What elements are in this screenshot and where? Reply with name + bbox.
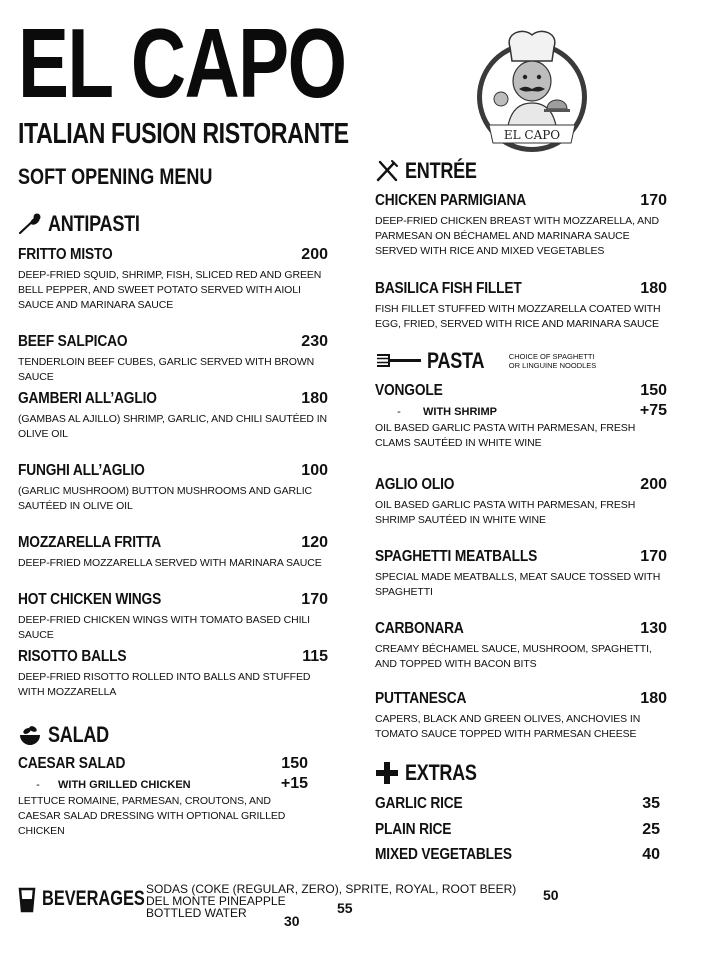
- extras-item: [375, 795, 660, 813]
- section-salad: [18, 722, 122, 748]
- antipasti-heading: ANTIPASTI: [48, 211, 140, 236]
- beverage-line: DEL MONTE PINEAPPLE: [146, 894, 286, 908]
- pasta-heading: PASTA: [427, 348, 485, 373]
- item-price: 170: [301, 591, 328, 608]
- item-name: CAESAR SALAD: [18, 755, 126, 772]
- item-description: DEEP-FRIED CHICKEN BREAST WITH MOZZARELLA, AND PARMESAN ON BÉCHAMEL AND MARINARA SAUCE SERVED WITH RICE AND MIXED VEGETABLES: [375, 215, 659, 257]
- item-name: PUTTANESCA: [375, 690, 467, 707]
- addon-name: WITH GRILLED CHICKEN: [58, 779, 191, 791]
- beverage-line: SODAS (COKE (REGULAR, ZERO), SPRITE, ROYAL, ROOT BEER): [146, 882, 517, 896]
- item-description: LETTUCE ROMAINE, PARMESAN, CROUTONS, AND CAESAR SALAD DRESSING WITH OPTIONAL GRILLED CHICKEN: [18, 795, 286, 837]
- addon-row: [375, 402, 667, 420]
- beverage-price: 50: [543, 887, 559, 903]
- item-description: (GAMBAS AL AJILLO) SHRIMP, GARLIC, AND CHILI SAUTÉED IN OLIVE OIL: [18, 413, 328, 440]
- extras-item: [375, 821, 660, 839]
- item-price: 40: [642, 846, 660, 863]
- item-name: CARBONARA: [375, 620, 464, 637]
- extras-heading: EXTRAS: [405, 760, 477, 785]
- menu-item: [18, 333, 328, 385]
- salad-heading: SALAD: [48, 722, 109, 747]
- item-description: (GARLIC MUSHROOM) BUTTON MUSHROOMS AND GARLIC SAUTÉED IN OLIVE OIL: [18, 485, 312, 512]
- item-name: PLAIN RICE: [375, 821, 452, 838]
- addon-price: +15: [280, 775, 308, 792]
- item-price: 180: [640, 690, 667, 707]
- fork-knife-icon: [375, 159, 399, 183]
- item-description: OIL BASED GARLIC PASTA WITH PARMESAN, FRESH SHRIMP SAUTÉED IN WHITE WINE: [375, 499, 636, 526]
- addon-row: [18, 775, 308, 793]
- beverages-list: [146, 883, 516, 919]
- section-beverages: [18, 883, 516, 919]
- section-entree: [375, 158, 492, 184]
- restaurant-title: EL CAPO: [18, 8, 346, 118]
- item-name: FUNGHI ALL’AGLIO: [18, 462, 145, 479]
- menu-item: [375, 280, 667, 332]
- menu-item: [375, 690, 675, 742]
- item-description: DEEP-FRIED CHICKEN WINGS WITH TOMATO BASED CHILI SAUCE: [18, 614, 310, 641]
- menu-item: [18, 462, 328, 514]
- item-name: BEEF SALPICAO: [18, 333, 128, 350]
- logo-text: EL CAPO: [503, 128, 561, 142]
- item-name: FRITTO MISTO: [18, 246, 113, 263]
- item-description: OIL BASED GARLIC PASTA WITH PARMESAN, FRESH CLAMS SAUTÉED IN WHITE WINE: [375, 422, 636, 449]
- item-price: 180: [301, 390, 328, 407]
- item-description: CAPERS, BLACK AND GREEN OLIVES, ANCHOVIES IN TOMATO SAUCE TOPPED WITH PARMESAN CHEESE: [375, 713, 641, 740]
- item-name: HOT CHICKEN WINGS: [18, 591, 162, 608]
- menu-item: [18, 755, 308, 839]
- item-price: 115: [302, 648, 328, 665]
- item-price: 150: [281, 755, 308, 772]
- item-name: CHICKEN PARMIGIANA: [375, 192, 527, 209]
- item-name: MIXED VEGETABLES: [375, 846, 512, 863]
- menu-item: [375, 620, 667, 672]
- addon-dash: -: [397, 406, 401, 418]
- addon-name: WITH SHRIMP: [423, 406, 497, 418]
- item-price: 130: [640, 620, 667, 637]
- beverages-heading: BEVERAGES: [42, 887, 145, 910]
- addon-price: +75: [639, 402, 667, 419]
- item-name: GARLIC RICE: [375, 795, 463, 812]
- item-name: GAMBERI ALL’AGLIO: [18, 390, 157, 407]
- item-description: TENDERLOIN BEEF CUBES, GARLIC SERVED WITH BROWN SAUCE: [18, 356, 315, 383]
- item-description: DEEP-FRIED MOZZARELLA SERVED WITH MARINARA SAUCE: [18, 557, 322, 569]
- menu-item: [18, 246, 328, 313]
- item-price: 25: [642, 821, 660, 838]
- item-price: 100: [301, 462, 328, 479]
- menu-item: [18, 648, 328, 700]
- beverage-line: BOTTLED WATER: [146, 906, 247, 920]
- item-name: MOZZARELLA FRITTA: [18, 534, 162, 551]
- restaurant-subtitle: ITALIAN FUSION RISTORANTE: [18, 118, 349, 150]
- menu-item: [18, 390, 328, 442]
- item-price: 170: [640, 192, 667, 209]
- menu-item: [375, 476, 667, 528]
- entree-heading: ENTRÉE: [405, 158, 477, 183]
- section-antipasti: [18, 211, 160, 237]
- addon-dash: -: [36, 779, 40, 791]
- salad-bowl-icon: [18, 724, 42, 746]
- menu-item: [18, 591, 328, 643]
- item-name: BASILICA FISH FILLET: [375, 280, 522, 297]
- spoon-olive-icon: [18, 213, 42, 235]
- item-description: SPECIAL MADE MEATBALLS, MEAT SAUCE TOSSED WITH SPAGHETTI: [375, 571, 661, 598]
- beverage-price: 55: [337, 900, 353, 916]
- menu-item: [375, 382, 667, 451]
- item-price: 230: [301, 333, 328, 350]
- chef-mascot-logo: [475, 25, 590, 155]
- item-price: 200: [301, 246, 328, 263]
- item-price: 200: [640, 476, 667, 493]
- glass-icon: [18, 887, 36, 913]
- item-description: FISH FILLET STUFFED WITH MOZZARELLA COATED WITH EGG, FRIED, SERVED WITH RICE AND MARINARA SAUCE: [375, 303, 661, 330]
- item-name: RISOTTO BALLS: [18, 648, 127, 665]
- item-name: AGLIO OLIO: [375, 476, 455, 493]
- menu-label: SOFT OPENING MENU: [18, 164, 213, 189]
- plus-icon: [375, 761, 399, 785]
- item-price: 170: [640, 548, 667, 565]
- pasta-fork-icon: [375, 351, 421, 371]
- pasta-note: CHOICE OF SPAGHETTI OR LINGUINE NOODLES: [508, 352, 597, 370]
- section-extras: [375, 760, 492, 786]
- item-price: 180: [640, 280, 667, 297]
- item-name: VONGOLE: [375, 382, 443, 399]
- section-pasta: [375, 348, 601, 374]
- menu-item: [375, 548, 667, 600]
- extras-item: [375, 846, 660, 864]
- menu-item: [375, 192, 667, 259]
- item-description: DEEP-FRIED SQUID, SHRIMP, FISH, SLICED RED AND GREEN BELL PEPPER, AND SWEET POTATO SERVED WITH AIOLI SAUCE AND MARINARA SAUCE: [18, 269, 322, 311]
- beverage-price: 30: [284, 913, 300, 929]
- menu-item: [18, 534, 328, 571]
- item-price: 150: [640, 382, 667, 399]
- item-description: DEEP-FRIED RISOTTO ROLLED INTO BALLS AND STUFFED WITH MOZZARELLA: [18, 671, 311, 698]
- item-price: 120: [301, 534, 328, 551]
- item-name: SPAGHETTI MEATBALLS: [375, 548, 538, 565]
- item-description: CREAMY BÉCHAMEL SAUCE, MUSHROOM, SPAGHETTI, AND TOPPED WITH BACON BITS: [375, 643, 652, 670]
- item-price: 35: [642, 795, 660, 812]
